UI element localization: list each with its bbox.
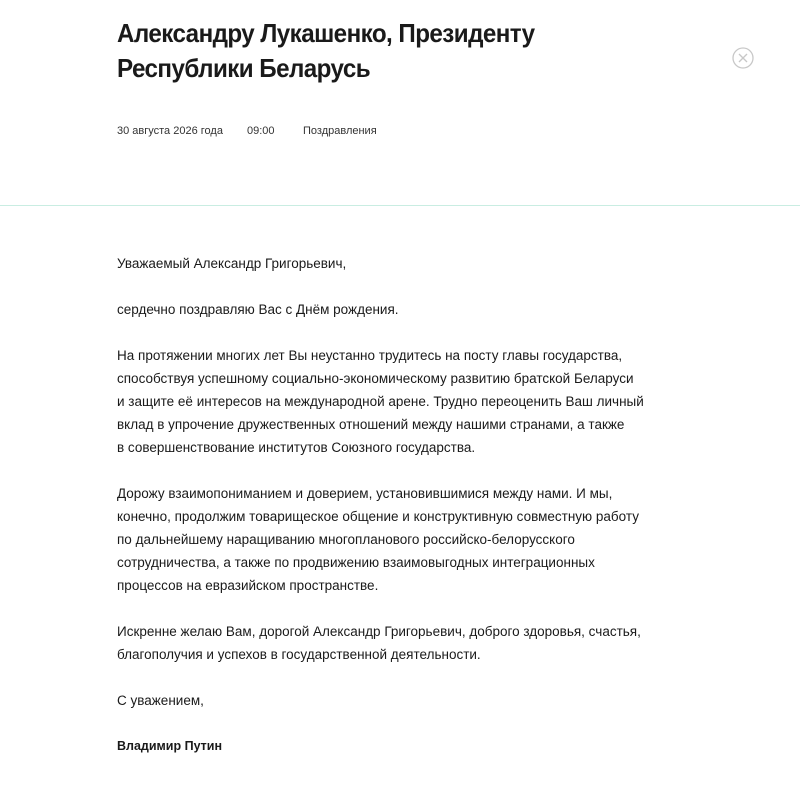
paragraph-3 bbox=[117, 620, 687, 666]
publish-time: 09:00 bbox=[247, 125, 275, 137]
paragraph-line: Искренне желаю Вам, дорогой Александр Григорьевич, доброго здоровья, счастья, bbox=[117, 624, 641, 639]
paragraph-line: по дальнейшему наращиванию многопланового российско-белорусского bbox=[117, 532, 575, 547]
publish-date: 30 августа 2026 года bbox=[117, 125, 223, 137]
category-link[interactable]: Поздравления bbox=[303, 125, 377, 137]
paragraph-line: На протяжении многих лет Вы неустанно трудитесь на посту главы государства, bbox=[117, 348, 623, 363]
paragraph-2 bbox=[117, 482, 687, 597]
close-button[interactable] bbox=[732, 47, 754, 69]
greeting: сердечно поздравляю Вас с Днём рождения. bbox=[117, 302, 399, 317]
article-body bbox=[117, 252, 687, 781]
paragraph-line: благополучия и успехов в государственной деятельности. bbox=[117, 647, 481, 662]
paragraph-line: и защите её интересов на международной арене. Трудно переоценить Ваш личный bbox=[117, 394, 644, 409]
salutation: Уважаемый Александр Григорьевич, bbox=[117, 256, 347, 271]
paragraph-line: вклад в упрочение дружественных отношений между нашими странами, а также bbox=[117, 417, 625, 432]
paragraph-line: в совершенствование институтов Союзного государства. bbox=[117, 440, 476, 455]
paragraph-1 bbox=[117, 344, 687, 459]
header-divider bbox=[0, 205, 800, 206]
paragraph-line: способствуя успешному социально-экономическому развитию братской Беларуси bbox=[117, 371, 634, 386]
closing: С уважением, bbox=[117, 693, 204, 708]
paragraph-line: конечно, продолжим товарищеское общение и конструктивную совместную работу bbox=[117, 509, 639, 524]
close-circle-icon bbox=[732, 47, 754, 69]
document-header bbox=[0, 0, 800, 205]
signature: Владимир Путин bbox=[117, 739, 223, 753]
paragraph-line: Дорожу взаимопониманием и доверием, установившимися между нами. И мы, bbox=[117, 486, 613, 501]
paragraph-line: процессов на евразийском пространстве. bbox=[117, 578, 379, 593]
paragraph-line: сотрудничества, а также по продвижению взаимовыгодных интеграционных bbox=[117, 555, 595, 570]
page-title: Александру Лукашенко, Президенту Республики Беларусь bbox=[117, 18, 535, 83]
